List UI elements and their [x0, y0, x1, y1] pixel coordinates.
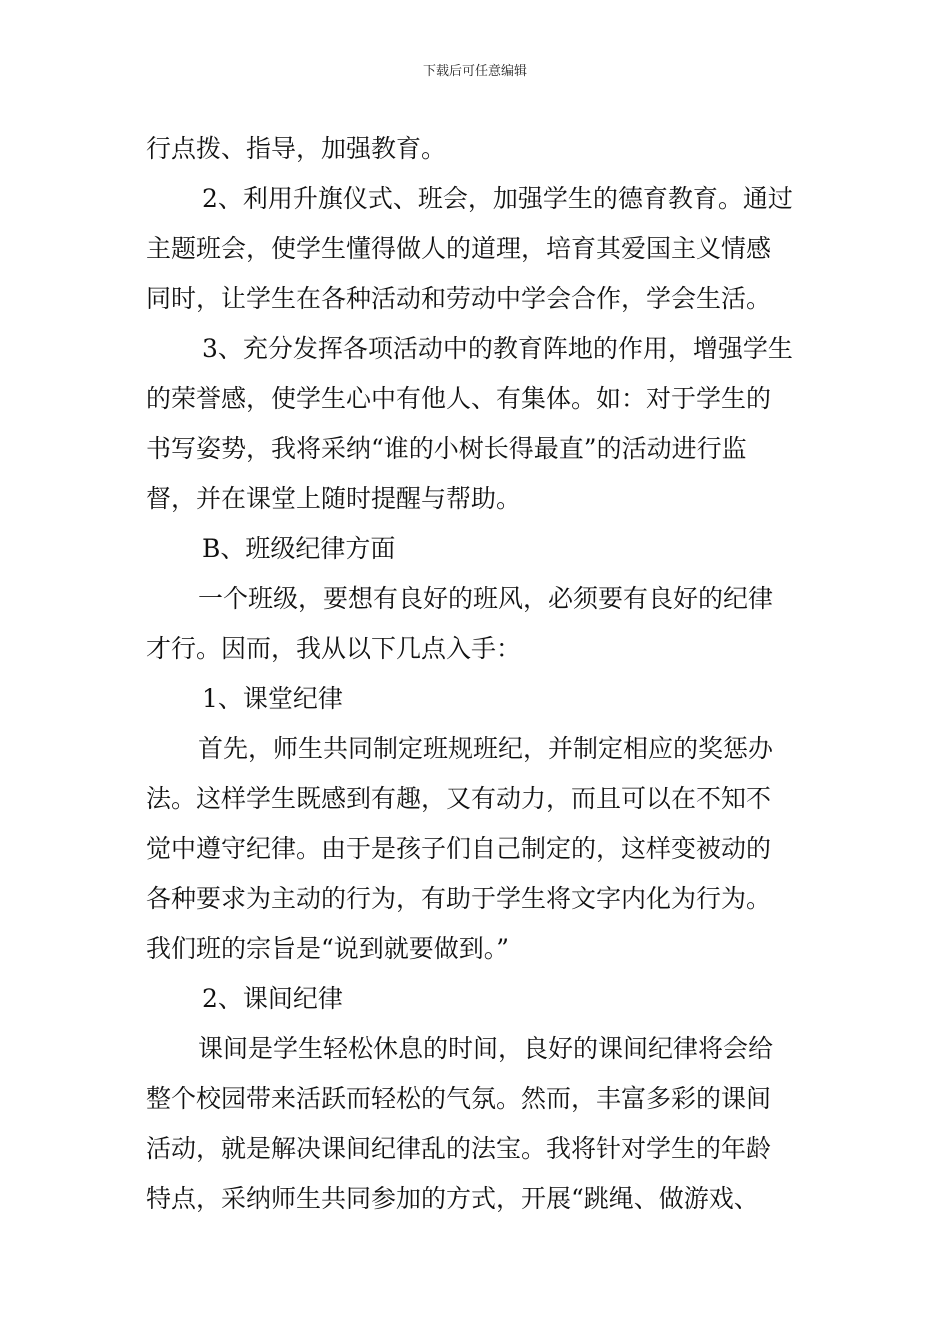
- page-header: 下载后可任意编辑: [422, 64, 527, 79]
- paragraph-line: 行点拨、指导，加强教育。: [146, 134, 447, 163]
- paragraph-line: 督，并在课堂上随时提醒与帮助。: [146, 484, 522, 513]
- paragraph-line: 的荣誉感，使学生心中有他人、有集体。如：对于学生的: [146, 384, 772, 413]
- paragraph-line: 活动，就是解决课间纪律乱的法宝。我将针对学生的年龄: [146, 1134, 772, 1163]
- paragraph-line: 我们班的宗旨是“说到就要做到。”: [146, 934, 510, 963]
- paragraph-line: 觉中遵守纪律。由于是孩子们自己制定的，这样变被动的: [146, 834, 772, 863]
- subsection-heading: 2、课间纪律: [202, 984, 343, 1013]
- paragraph-line: 首先，师生共同制定班规班纪，并制定相应的奖惩办: [198, 734, 774, 763]
- paragraph-line: 一个班级，要想有良好的班风，必须要有良好的纪律: [198, 584, 774, 613]
- paragraph-line: 各种要求为主动的行为，有助于学生将文字内化为行为。: [146, 884, 772, 913]
- paragraph-line: 特点，采纳师生共同参加的方式，开展“跳绳、做游戏、: [146, 1184, 759, 1213]
- paragraph-line: 整个校园带来活跃而轻松的气氛。然而，丰富多彩的课间: [146, 1084, 772, 1113]
- paragraph-line: 才行。因而，我从以下几点入手：: [146, 634, 522, 663]
- paragraph-line: 同时，让学生在各种活动和劳动中学会合作，学会生活。: [146, 284, 772, 313]
- subsection-heading: 1、课堂纪律: [202, 684, 343, 713]
- paragraph-line: 2、利用升旗仪式、班会，加强学生的德育教育。通过: [202, 184, 793, 213]
- paragraph-line: 主题班会，使学生懂得做人的道理，培育其爱国主义情感: [146, 234, 772, 263]
- paragraph-line: 3、充分发挥各项活动中的教育阵地的作用，增强学生: [202, 334, 793, 363]
- document-body: [146, 124, 816, 1224]
- paragraph-line: 书写姿势，我将采纳“谁的小树长得最直”的活动进行监: [146, 434, 747, 463]
- paragraph-line: 法。这样学生既感到有趣，又有动力，而且可以在不知不: [146, 784, 772, 813]
- section-heading: B、班级纪律方面: [202, 534, 396, 563]
- paragraph-line: 课间是学生轻松休息的时间，良好的课间纪律将会给: [198, 1034, 774, 1063]
